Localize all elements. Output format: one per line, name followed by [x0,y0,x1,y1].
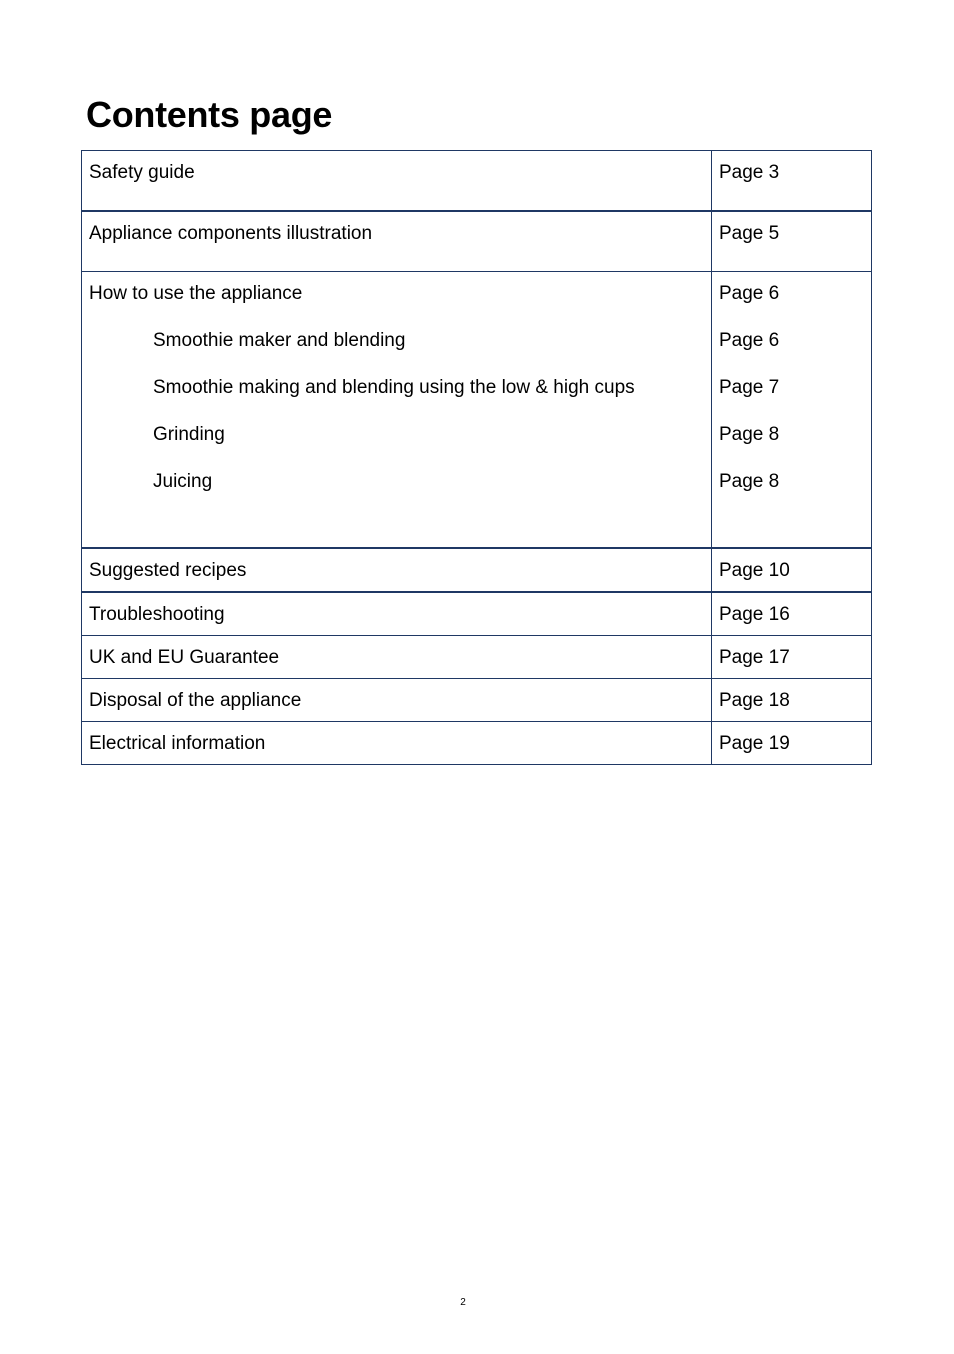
toc-row-guarantee [82,636,872,679]
toc-subentry-title: Juicing [153,471,213,492]
toc-entry-page: Page 17 [712,636,872,679]
toc-row-disposal [82,679,872,722]
toc-subentry-title: Smoothie maker and blending [153,330,406,351]
toc-entry-page: Page 19 [712,722,872,765]
toc-entry-title: Appliance components illustration [82,211,712,272]
contents-table [81,150,872,765]
toc-entry-title: Suggested recipes [82,548,712,592]
toc-entry-title: Electrical information [82,722,712,765]
toc-row-troubleshooting [82,592,872,636]
toc-subentry-title: Grinding [153,424,225,445]
toc-row-how-to-use [82,272,872,549]
toc-subentry-page: Page 8 [719,471,780,492]
toc-entry-page: Page 18 [712,679,872,722]
toc-entry-page: Page 6 [719,283,780,304]
toc-row-appliance-components [82,211,872,272]
toc-entry-page: Page 10 [712,548,872,592]
page-number: 2 [460,1297,466,1308]
toc-entry-title: How to use the appliance [89,283,303,304]
toc-subentry-page: Page 7 [719,377,780,398]
toc-group-titles [82,272,712,549]
toc-entry-page: Page 5 [712,211,872,272]
toc-row-suggested-recipes [82,548,872,592]
toc-subentry-page: Page 6 [719,330,780,351]
toc-subentry-page: Page 8 [719,424,780,445]
toc-entry-title: Troubleshooting [82,592,712,636]
toc-entry-page: Page 16 [712,592,872,636]
toc-entry-page: Page 3 [712,151,872,212]
toc-row-safety-guide [82,151,872,212]
toc-group-pages [712,272,872,549]
toc-subentry-title: Smoothie making and blending using the low & high cups [153,377,635,398]
toc-entry-title: Disposal of the appliance [82,679,712,722]
toc-row-electrical-information [82,722,872,765]
toc-entry-title: UK and EU Guarantee [82,636,712,679]
page-title: Contents page [86,94,333,135]
toc-entry-title: Safety guide [82,151,712,212]
